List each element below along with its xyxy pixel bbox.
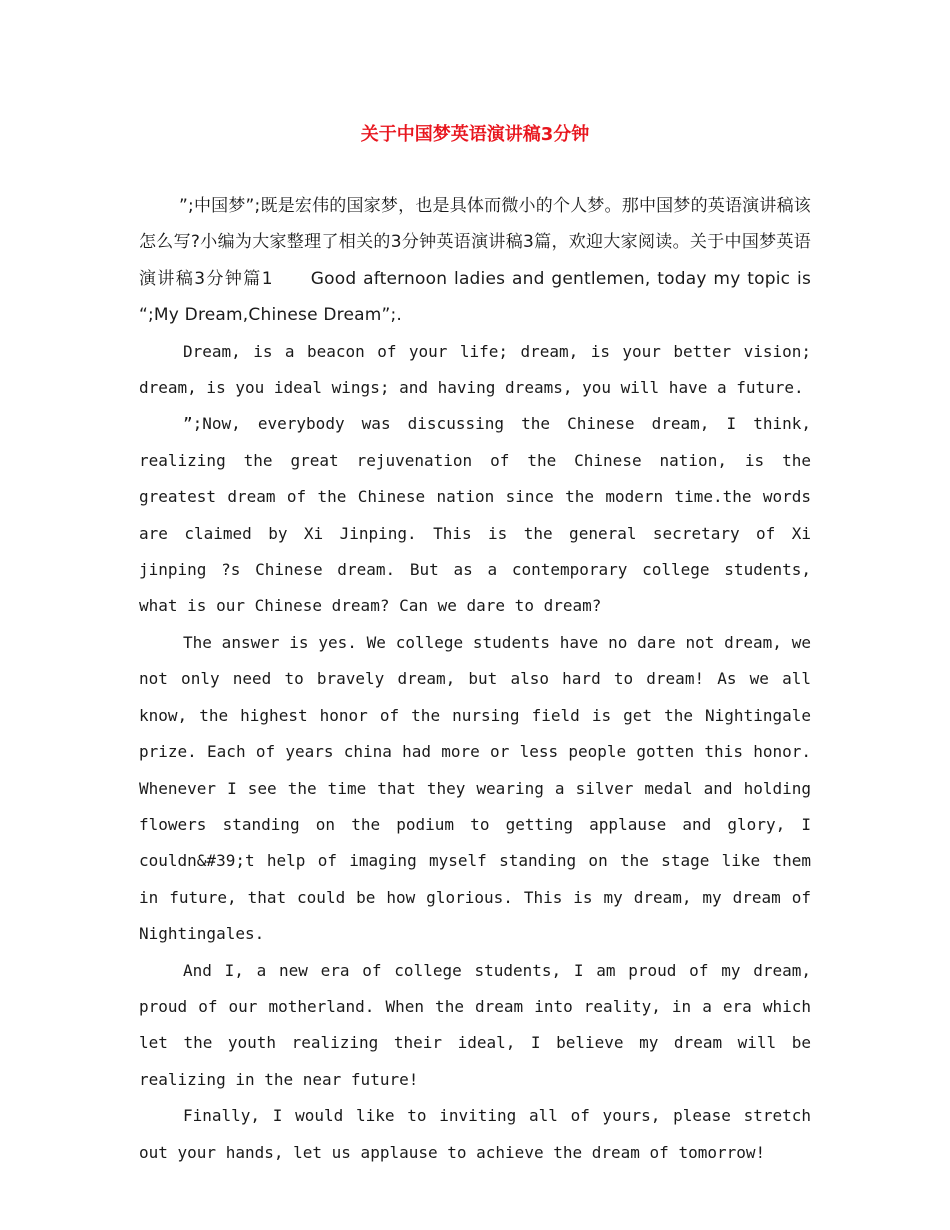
document-body [139, 188, 811, 1171]
paragraph-chinese-dream: ”;Now, everybody was discussing the Chinese dream, I think, realizing the great rejuvenation of the Chinese nation, is the greatest dream of the Chinese nation since the modern time.the words are claimed by Xi Jinping. This is the general secretary of Xi jinping ?s Chinese dream. But as a contemporary college students, what is our Chinese dream? Can we dare to dream? [139, 414, 811, 616]
paragraph-finally: Finally, I would like to inviting all of yours, please stretch out your hands, let us applause to achieve the dream of tomorrow! [139, 1106, 811, 1162]
paragraph-answer-yes: The answer is yes. We college students have no dare not dream, we not only need to bravely dream, but also hard to dream! As we all know, the highest honor of the nursing field is get the Nightingale prize. Each of years china had more or less people gotten this honor. Whenever I see the time that they wearing a silver medal and holding flowers standing on the podium to getting applause and glory, I couldn&#39;t help of imaging myself standing on the stage like them in future, that could be how glorious. This is my dream, my dream of Nightingales. [139, 632, 811, 944]
intro-paragraph: ”;中国梦”;既是宏伟的国家梦，也是具体而微小的个人梦。那中国梦的英语演讲稿该怎么写?小编为大家整理了相关的3分钟英语演讲稿3篇，欢迎大家阅读。关于中国梦英语演讲稿3分钟篇1 Good afternoon ladies and gentlemen, today my topic is “;My Dream,Chinese Dream”;. [139, 196, 811, 326]
document-title: 关于中国梦英语演讲稿3分钟 [360, 124, 590, 145]
paragraph-dream-beacon: Dream, is a beacon of your life; dream, is your better vision; dream, is you ideal wings; and having dreams, you will have a future. [139, 341, 811, 398]
paragraph-new-era: And I, a new era of college students, I am proud of my dream, proud of our motherland. When the dream into reality, in a era which let the youth realizing their ideal, I believe my dream will be realizing in the near future! [139, 960, 811, 1089]
